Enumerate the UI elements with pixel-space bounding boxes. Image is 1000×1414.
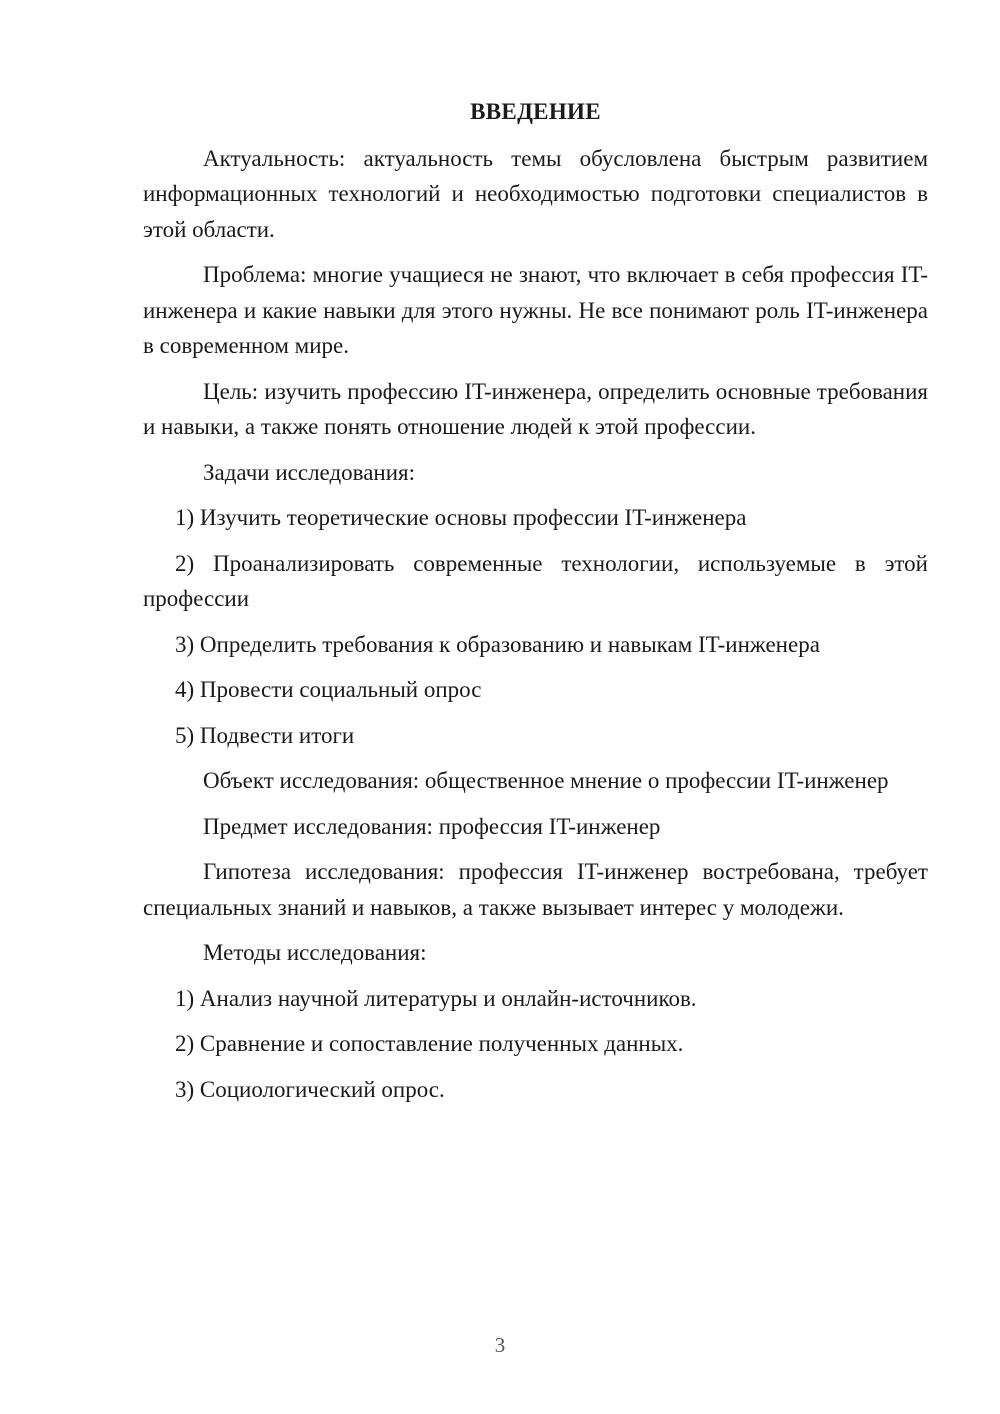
page-number: 3: [494, 1333, 506, 1357]
relevance-paragraph: Актуальность: актуальность темы обусловлена быстрым развитием информационных технологий и необходимостью подготовки специалистов в этой области.: [143, 145, 928, 242]
hypothesis-paragraph: Гипотеза исследования: профессия IT-инженер востребована, требует специальных знаний и навыков, а также вызывает интерес у молодежи.: [143, 859, 928, 920]
task-item: 3) Определить требования к образованию и навыкам IT-инженера: [175, 631, 820, 657]
task-item: 1) Изучить теоретические основы профессии IT-инженера: [175, 505, 747, 530]
tasks-heading: Задачи исследования:: [203, 459, 416, 485]
page-content: [143, 94, 928, 1117]
methods-heading: Методы исследования:: [203, 940, 427, 965]
object-paragraph: Объект исследования: общественное мнение о профессии IT-инженер: [203, 768, 889, 793]
section-title: ВВЕДЕНИЕ: [470, 99, 601, 124]
problem-paragraph: Проблема: многие учащиеся не знают, что включает в себя профессия IT-инженера и какие навыки для этого нужны. Не все понимают роль IT-инженера в современном мире.: [143, 262, 928, 358]
method-item: 3) Социологический опрос.: [175, 1076, 445, 1102]
task-item: 5) Подвести итоги: [175, 722, 355, 748]
task-item: 2) Проанализировать современные технологии, используемые в этой профессии: [143, 550, 928, 611]
subject-paragraph: Предмет исследования: профессия IT-инженер: [203, 813, 661, 839]
method-item: 2) Сравнение и сопоставление полученных данных.: [175, 1031, 684, 1056]
task-item: 4) Провести социальный опрос: [175, 677, 482, 702]
goal-paragraph: Цель: изучить профессию IT-инженера, определить основные требования и навыки, а также понять отношение людей к этой профессии.: [143, 378, 928, 439]
method-item: 1) Анализ научной литературы и онлайн-источников.: [175, 985, 697, 1011]
